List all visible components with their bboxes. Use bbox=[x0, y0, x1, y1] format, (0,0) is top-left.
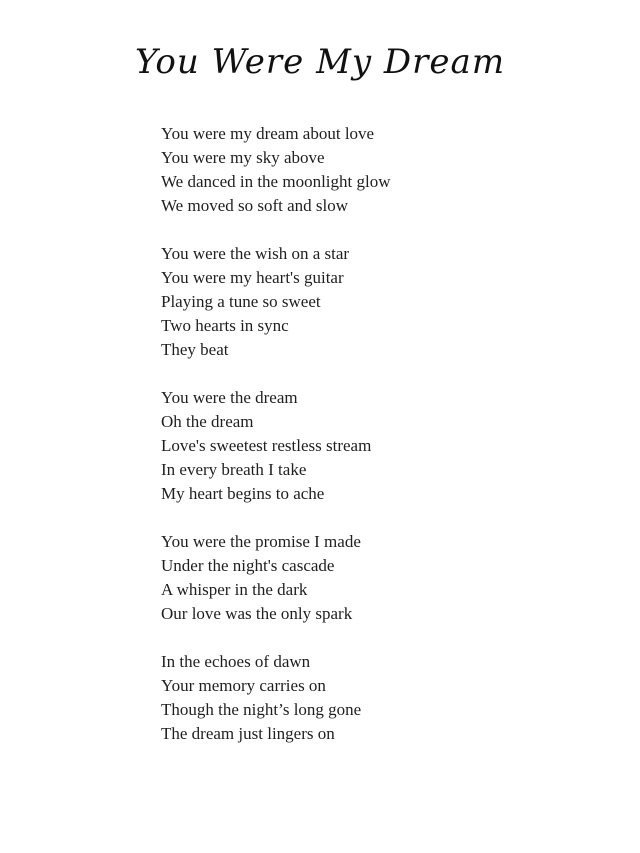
poem-line: You were the dream bbox=[161, 388, 298, 407]
poem-line: You were my heart's guitar bbox=[161, 268, 344, 287]
poem-line: Two hearts in sync bbox=[161, 316, 289, 335]
stanza-1 bbox=[161, 122, 601, 218]
poem-line: Your memory carries on bbox=[161, 676, 326, 695]
poem-line: We danced in the moonlight glow bbox=[161, 172, 391, 191]
stanza-5 bbox=[161, 650, 601, 746]
poem-line: Love's sweetest restless stream bbox=[161, 436, 372, 455]
poem-line: The dream just lingers on bbox=[161, 724, 335, 743]
poem-line: Oh the dream bbox=[161, 412, 254, 431]
poem-line: In every breath I take bbox=[161, 460, 307, 479]
poem-line: Though the night’s long gone bbox=[161, 700, 362, 719]
stanza-4 bbox=[161, 530, 601, 626]
poem-body bbox=[161, 122, 601, 770]
poem-line: In the echoes of dawn bbox=[161, 652, 311, 671]
poem-line: My heart begins to ache bbox=[161, 484, 325, 503]
poem-line: You were my sky above bbox=[161, 148, 325, 167]
poem-line: We moved so soft and slow bbox=[161, 196, 349, 215]
stanza-2 bbox=[161, 242, 601, 362]
poem-line: Playing a tune so sweet bbox=[161, 292, 321, 311]
poem-line: You were my dream about love bbox=[161, 124, 375, 143]
poem-line: Our love was the only spark bbox=[161, 604, 353, 623]
poem-line: You were the promise I made bbox=[161, 532, 361, 551]
stanza-3 bbox=[161, 386, 601, 506]
poem-line: A whisper in the dark bbox=[161, 580, 308, 599]
poem-line: Under the night's cascade bbox=[161, 556, 335, 575]
poem-title: You Were My Dream bbox=[134, 42, 506, 82]
poem-line: They beat bbox=[161, 340, 229, 359]
poem-line: You were the wish on a star bbox=[161, 244, 350, 263]
